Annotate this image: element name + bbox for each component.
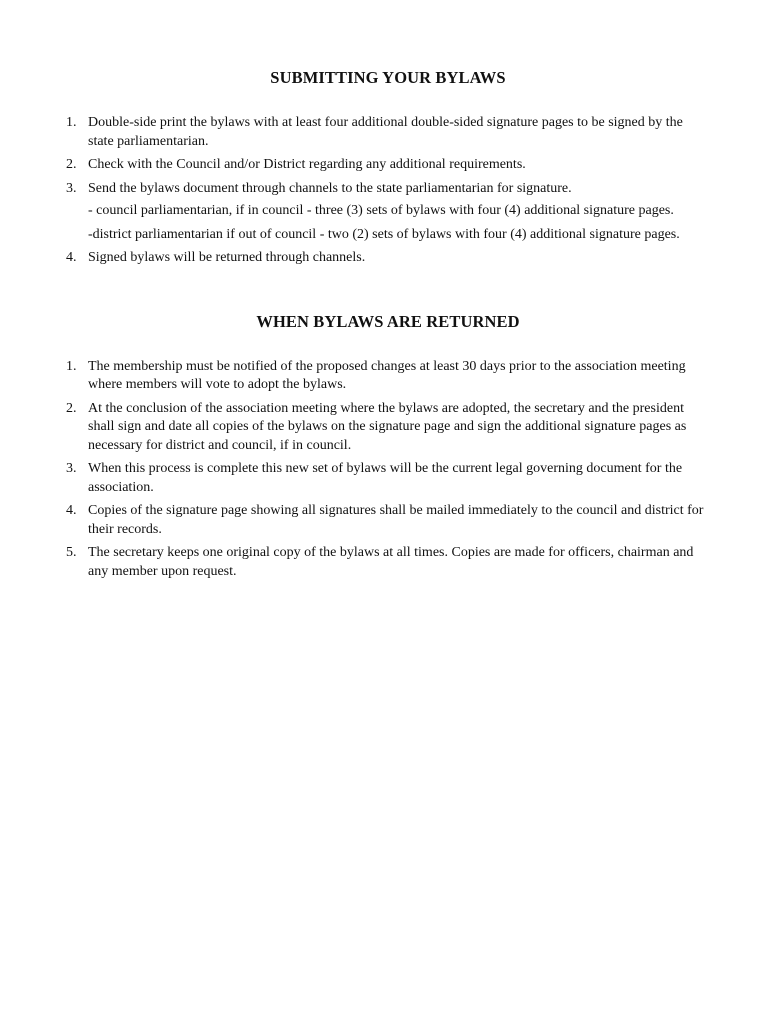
- item-number: 1.: [66, 115, 77, 130]
- list-item: [66, 114, 710, 151]
- item-text: Signed bylaws will be returned through channels.: [88, 250, 366, 265]
- item-body: [88, 180, 710, 245]
- item-text: Copies of the signature page showing all signatures shall be mailed immediately to the council and district for their records.: [88, 503, 704, 537]
- item-text: Double-side print the bylaws with at least four additional double-sided signature pages to be signed by the state parliamentarian.: [88, 115, 683, 149]
- item-number: 1.: [66, 358, 77, 374]
- list-item: [66, 358, 710, 395]
- item-number: 5.: [66, 545, 77, 560]
- list-item: [66, 544, 710, 581]
- list-item: [66, 249, 710, 268]
- sub-item-district: -district parliamentarian if out of council - two (2) sets of bylaws with four (4) additional signature pages.: [88, 226, 680, 242]
- item-text: Send the bylaws document through channels to the state parliamentarian for signature.: [88, 180, 572, 196]
- returned-steps-list: [66, 358, 710, 582]
- list-item: [66, 460, 710, 497]
- item-number: 2.: [66, 157, 77, 172]
- list-item: [66, 400, 710, 456]
- item-number: 2.: [66, 400, 77, 416]
- item-text: Check with the Council and/or District regarding any additional requirements.: [88, 157, 526, 172]
- item-text: At the conclusion of the association meeting where the bylaws are adopted, the secretary and the president shall sign and date all copies of the bylaws on the signature page and sign the additional signature pages as necessary for district and council, if in council.: [88, 400, 687, 453]
- list-item: [66, 502, 710, 539]
- list-item: [66, 180, 710, 245]
- item-text: The secretary keeps one original copy of the bylaws at all times. Copies are made for officers, chairman and any member upon request.: [88, 545, 694, 579]
- item-text: When this process is complete this new set of bylaws will be the current legal governing document for the association.: [88, 461, 683, 495]
- item-number: 3.: [66, 180, 77, 196]
- item-number: 3.: [66, 461, 77, 476]
- list-item: [66, 156, 710, 175]
- submitting-steps-list: [66, 114, 710, 268]
- item-number: 4.: [66, 250, 77, 265]
- item-number: 4.: [66, 503, 77, 518]
- section-title-returned: WHEN BYLAWS ARE RETURNED: [256, 311, 520, 331]
- item-text: The membership must be notified of the proposed changes at least 30 days prior to the association meeting where members will vote to adopt the bylaws.: [88, 358, 686, 392]
- sub-item-council: - council parliamentarian, if in council - three (3) sets of bylaws with four (4) additional signature pages.: [88, 203, 674, 218]
- section-title-submitting: SUBMITTING YOUR BYLAWS: [270, 68, 506, 87]
